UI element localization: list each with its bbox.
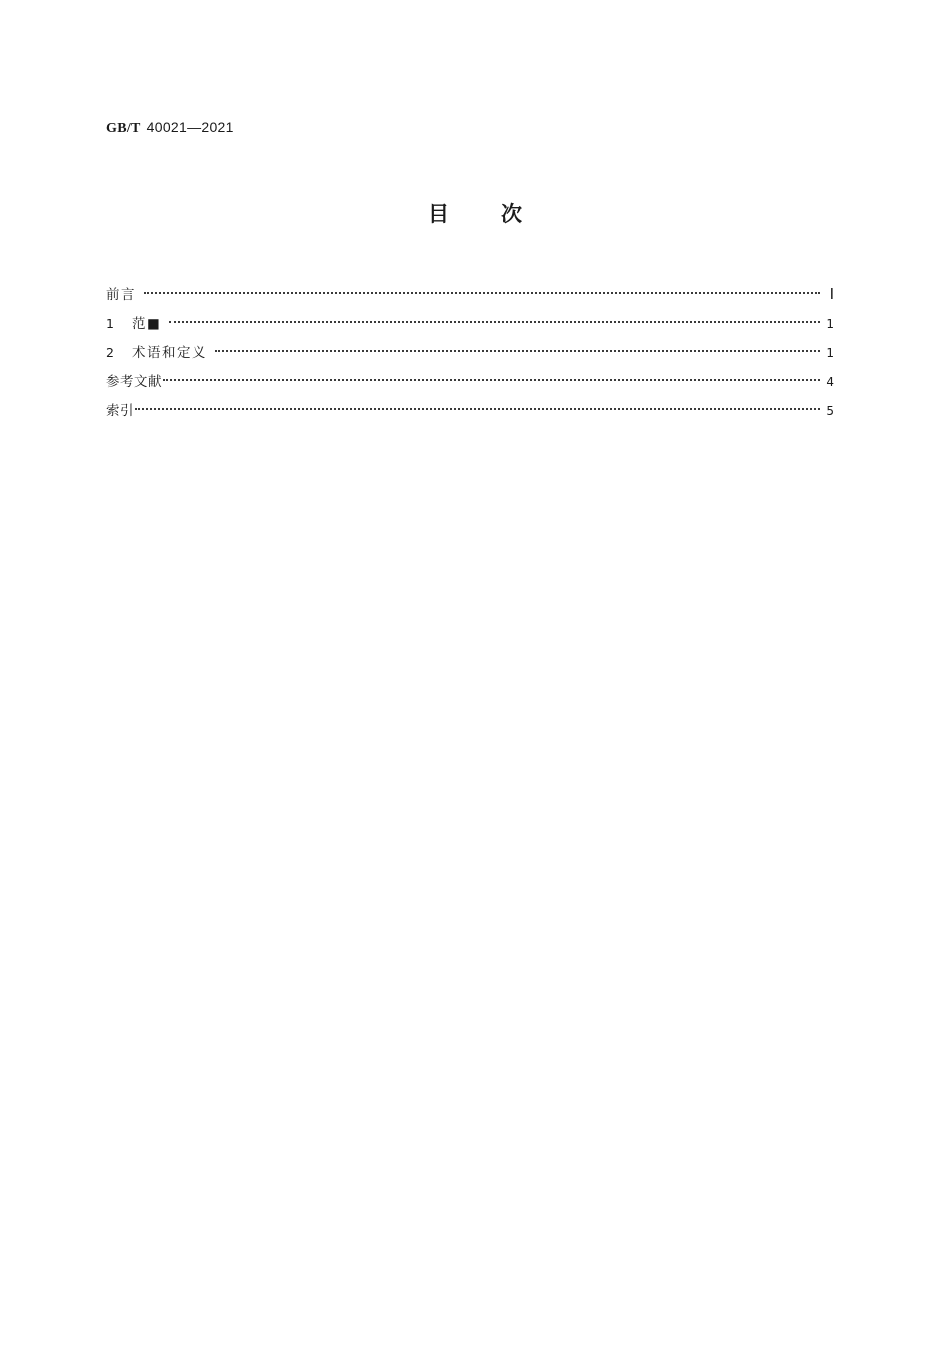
toc-entry-terms[interactable]	[106, 337, 834, 366]
toc-entry-number: 2	[106, 345, 114, 360]
standard-number: 40021—2021	[146, 119, 234, 135]
toc-entry-label: 索引	[106, 403, 134, 419]
toc-entry-scope[interactable]	[106, 308, 834, 337]
toc-title	[0, 198, 950, 228]
toc-entry-label: 前言	[106, 287, 136, 303]
toc-entry-page: 5	[826, 404, 834, 418]
toc-title-part2: 次	[501, 202, 522, 226]
toc-dot-leader	[163, 366, 820, 386]
toc-title-part1: 目	[428, 202, 449, 226]
toc-entry-page: 1	[826, 317, 834, 331]
toc-list	[106, 279, 834, 424]
standard-prefix: GB/T	[106, 121, 141, 136]
toc-entry-label: 范■	[132, 316, 162, 332]
toc-entry-label: 术语和定义	[132, 345, 207, 361]
toc-entry-page: 1	[826, 346, 834, 360]
toc-dot-leader	[215, 337, 820, 357]
toc-entry-number: 1	[106, 316, 114, 331]
toc-entry-label: 参考文献	[106, 374, 162, 390]
document-code	[106, 119, 234, 137]
toc-dot-leader	[135, 395, 820, 415]
toc-entry-page: Ⅰ	[829, 287, 834, 303]
toc-entry-index[interactable]	[106, 395, 834, 424]
toc-dot-leader	[169, 308, 820, 328]
toc-dot-leader	[144, 279, 820, 299]
toc-entry-page: 4	[826, 375, 834, 389]
toc-entry-bibliography[interactable]	[106, 366, 834, 395]
toc-entry-foreword[interactable]	[106, 279, 834, 308]
